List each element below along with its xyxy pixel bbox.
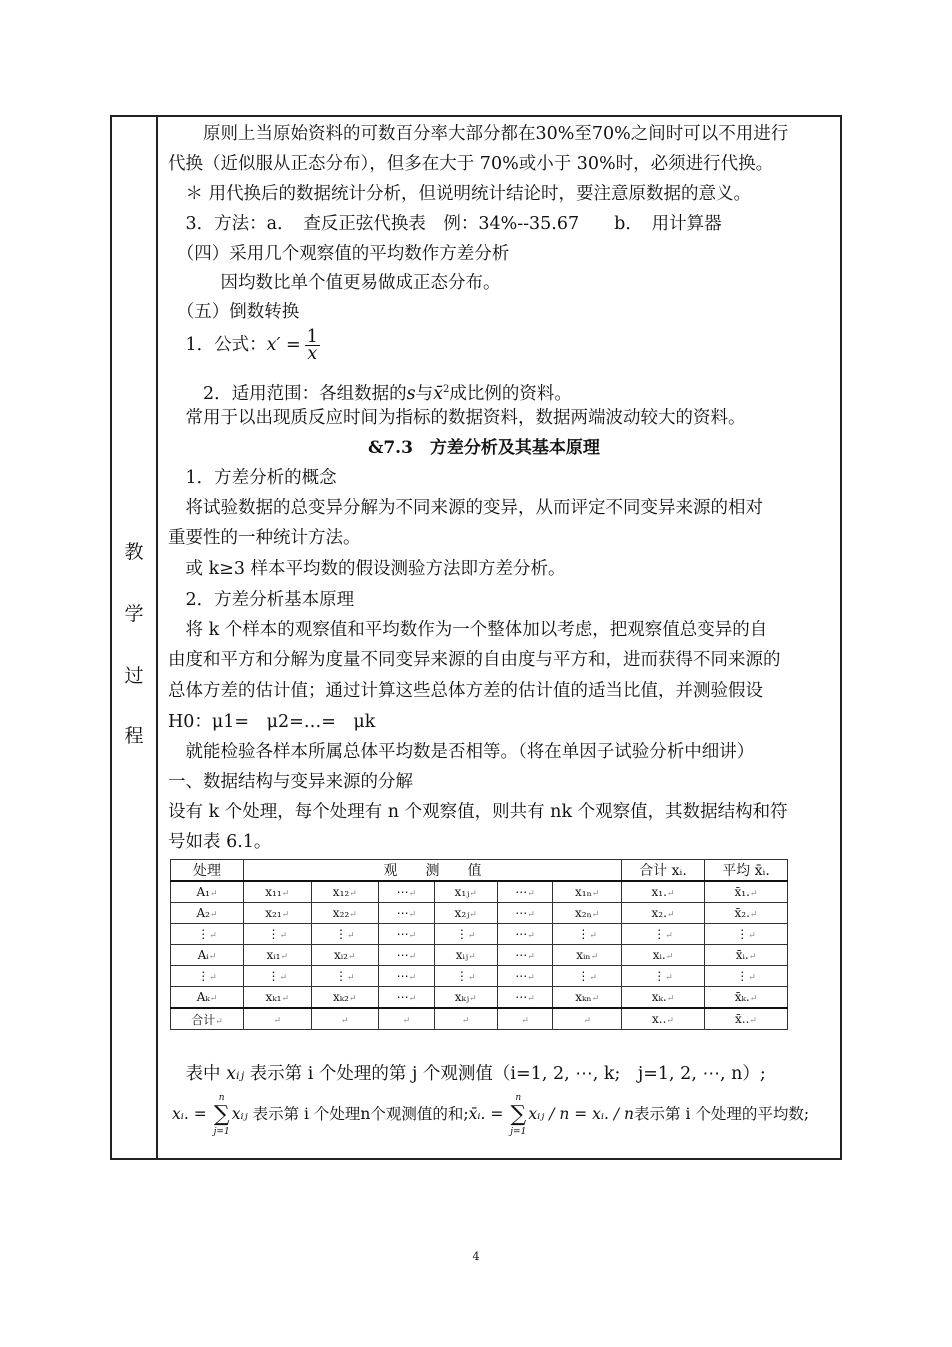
table-cell: x̄ᵢ.↵ — [705, 945, 788, 966]
text-line: 因均数比单个值更易做成正态分布。 — [168, 273, 501, 293]
note-post: 表示第 i 个处理的第 j 个观测值（i=1, 2, ⋯, k; j=1, 2, ⋯, n）; — [244, 1064, 766, 1084]
table-row — [171, 903, 788, 924]
text-line: 1．方差分析的概念 — [168, 468, 337, 488]
text-line: 号如表 6.1。 — [168, 832, 272, 852]
table-cell: xₖⱼ↵ — [434, 987, 497, 1009]
sum-upper: n — [218, 1093, 225, 1103]
note-pre: 表中 — [168, 1064, 227, 1084]
text-line: （四）采用几个观察值的平均数作方差分析 — [168, 244, 510, 264]
sum-lower: j=1 — [510, 1127, 527, 1137]
table-cell: ⋮↵ — [434, 924, 497, 945]
table-cell: ⋮↵ — [171, 924, 244, 945]
notation-note — [168, 1063, 766, 1085]
formula-lhs-mean: x̄ᵢ. = — [468, 1105, 504, 1123]
data-structure-table — [170, 859, 788, 1030]
text-line: 3．方法：a． 查反正弦代换表 例：34%--35.67 b． 用计算器 — [168, 214, 722, 234]
table-cell: x₂₁↵ — [244, 903, 312, 924]
table-row — [171, 966, 788, 987]
text-line: 重要性的一种统计方法。 — [168, 528, 361, 548]
table-cell: xₖ₂↵ — [311, 987, 379, 1009]
range-s: s — [406, 383, 416, 404]
table-cell: x₂₂↵ — [311, 903, 379, 924]
table-cell: xₖ.↵ — [622, 987, 705, 1009]
note-var: xᵢⱼ — [226, 1064, 245, 1084]
table-cell: xᵢ₁↵ — [244, 945, 312, 966]
table-row — [171, 924, 788, 945]
text-line: （五）倒数转换 — [168, 302, 300, 322]
text-line: 一、数据结构与变异来源的分解 — [168, 772, 413, 792]
table-cell: ⋮↵ — [311, 924, 379, 945]
table-cell: x₁ⱼ↵ — [434, 881, 497, 903]
section-heading: &7.3 方差分析及其基本原理 — [368, 438, 600, 458]
table-cell: ⋯↵ — [379, 945, 435, 966]
table-cell: ⋮↵ — [244, 924, 312, 945]
text-line: 将试验数据的总变异分解为不同来源的变异，从而评定不同变异来源的相对 — [168, 498, 763, 518]
table-cell: x₂.↵ — [622, 903, 705, 924]
table-cell: x₁.↵ — [622, 881, 705, 903]
text-line: 设有 k 个处理，每个处理有 n 个观察值，则共有 nk 个观察值，其数据结构和符 — [168, 802, 788, 822]
table-cell: ↵ — [244, 1008, 312, 1030]
text-line: 或 k≥3 样本平均数的假设测验方法即方差分析。 — [168, 559, 566, 579]
table-cell: ⋯↵ — [379, 924, 435, 945]
fraction-denominator: x — [307, 344, 318, 364]
header-cell-observations: 观 测 值 — [244, 860, 622, 882]
table-cell: ⋯↵ — [497, 881, 553, 903]
header-cell-treatment: 处理 — [171, 860, 244, 882]
page-number: 4 — [472, 1250, 480, 1263]
table-cell: ⋯↵ — [379, 987, 435, 1009]
table-row — [171, 945, 788, 966]
range-end: 成比例的资料。 — [449, 383, 572, 404]
formula-text: 表示第 i 个处理n个观测值的和; — [247, 1105, 469, 1123]
formula-text: 表示第 i 个处理的平均数; — [634, 1105, 810, 1123]
sum-sign: ∑ — [213, 1102, 230, 1127]
formula-reciprocal — [168, 329, 320, 362]
table-cell: ⋯↵ — [379, 966, 435, 987]
sigma-symbol — [214, 1092, 230, 1138]
table-cell: ⋯↵ — [497, 924, 553, 945]
text-line: 将 k 个样本的观察值和平均数作为一个整体加以考虑，把观察值总变异的自 — [168, 620, 768, 640]
table-cell: x̄..↵ — [705, 1008, 788, 1030]
sum-lower: j=1 — [213, 1127, 230, 1137]
table-cell: ⋯↵ — [379, 881, 435, 903]
table-cell: xᵢₙ↵ — [553, 945, 622, 966]
fraction — [305, 329, 320, 362]
table-cell: ⋮↵ — [171, 966, 244, 987]
sigma-symbol — [510, 1092, 526, 1138]
table-cell: x̄ₖ.↵ — [705, 987, 788, 1009]
section-label-char: 程 — [124, 725, 144, 747]
lesson-table — [110, 115, 842, 1160]
table-cell: A₁↵ — [171, 881, 244, 903]
fraction-numerator: 1 — [306, 327, 318, 347]
table-cell: ↵ — [311, 1008, 379, 1030]
sum-mean-formula — [172, 1092, 809, 1138]
table-cell: x..↵ — [622, 1008, 705, 1030]
table-body — [171, 881, 788, 1030]
table-cell: xᵢⱼ↵ — [434, 945, 497, 966]
table-cell: ↵ — [497, 1008, 553, 1030]
table-cell: x₂ⱼ↵ — [434, 903, 497, 924]
hypothesis-line: H0：μ1= μ2=…= μk — [168, 712, 376, 732]
section-label-char: 过 — [124, 665, 144, 687]
table-cell: ⋮↵ — [622, 966, 705, 987]
table-cell: ⋮↵ — [705, 924, 788, 945]
text-line-range — [168, 379, 572, 405]
table-cell: ⋮↵ — [311, 966, 379, 987]
table-cell: ⋮↵ — [705, 966, 788, 987]
table-cell: ⋯↵ — [497, 966, 553, 987]
section-label-char: 学 — [124, 603, 144, 625]
text-line: 2．方差分析基本原理 — [168, 590, 355, 610]
text-line: 常用于以出现质反应时间为指标的数据资料，数据两端波动较大的资料。 — [168, 408, 746, 428]
table-cell: ⋯↵ — [497, 987, 553, 1009]
text-line: ＊ 用代换后的数据统计分析，但说明统计结论时，要注意原数据的意义。 — [168, 184, 752, 204]
section-label-char: 教 — [124, 541, 144, 563]
table-header-row — [171, 860, 788, 882]
text-line: 由度和平方和分解为度量不同变异来源的自由度与平方和，进而获得不同来源的 — [168, 650, 781, 670]
formula-term: xᵢⱼ — [231, 1105, 248, 1123]
table-total-row — [171, 1008, 788, 1030]
table-row — [171, 987, 788, 1009]
table-cell: ↵ — [379, 1008, 435, 1030]
table-cell: ↵ — [434, 1008, 497, 1030]
table-cell: 合计↵ — [171, 1008, 244, 1030]
table-cell: xₖ₁↵ — [244, 987, 312, 1009]
header-cell-total: 合计 xᵢ. — [622, 860, 705, 882]
text-line: 原则上当原始资料的可数百分率大部分都在30%至70%之间时可以不用进行 — [168, 124, 789, 144]
table-cell: ⋮↵ — [434, 966, 497, 987]
table-cell: ⋯↵ — [379, 903, 435, 924]
table-cell: ⋮↵ — [622, 924, 705, 945]
table-cell: x̄₂.↵ — [705, 903, 788, 924]
table-cell: xᵢ.↵ — [622, 945, 705, 966]
table-cell: A₂↵ — [171, 903, 244, 924]
formula-lhs: x′ = — [266, 335, 301, 355]
table-cell: ⋯↵ — [497, 945, 553, 966]
range-sup: 2 — [443, 384, 450, 395]
table-cell: x₁ₙ↵ — [553, 881, 622, 903]
table-cell: x̄₁.↵ — [705, 881, 788, 903]
table-cell: ⋮↵ — [244, 966, 312, 987]
table-cell: Aᵢ↵ — [171, 945, 244, 966]
table-cell: ↵ — [553, 1008, 622, 1030]
range-xbar: x̄ — [433, 383, 443, 404]
text-line: 代换（近似服从正态分布），但多在大于 70%或小于 30%时，必须进行代换。 — [168, 154, 774, 174]
table-cell: xᵢ₂↵ — [311, 945, 379, 966]
header-cell-mean: 平均 x̄ᵢ. — [705, 860, 788, 882]
text-line: 就能检验各样本所属总体平均数是否相等。（将在单因子试验分析中细讲） — [168, 742, 755, 762]
table-cell: x₁₂↵ — [311, 881, 379, 903]
range-mid: 与 — [415, 383, 434, 404]
formula-lhs-sum: xᵢ. = — [172, 1105, 207, 1123]
section-label-column — [112, 117, 158, 1158]
table-cell: Aₖ↵ — [171, 987, 244, 1009]
table-cell: ⋮↵ — [553, 966, 622, 987]
table-cell: ⋮↵ — [553, 924, 622, 945]
table-row — [171, 881, 788, 903]
sum-sign: ∑ — [510, 1102, 527, 1127]
table-cell: xₖₙ↵ — [553, 987, 622, 1009]
table-cell: ⋯↵ — [497, 903, 553, 924]
table-cell: x₂ₙ↵ — [553, 903, 622, 924]
text-line: 总体方差的估计值；通过计算这些总体方差的估计值的适当比值，并测验假设 — [168, 681, 763, 701]
formula-mean-term: xᵢⱼ / n = xᵢ. / n — [528, 1105, 635, 1123]
sum-upper: n — [515, 1093, 522, 1103]
formula-prefix: 1．公式： — [168, 335, 267, 355]
range-text: 2．适用范围：各组数据的 — [168, 383, 407, 404]
table-cell: x₁₁↵ — [244, 881, 312, 903]
